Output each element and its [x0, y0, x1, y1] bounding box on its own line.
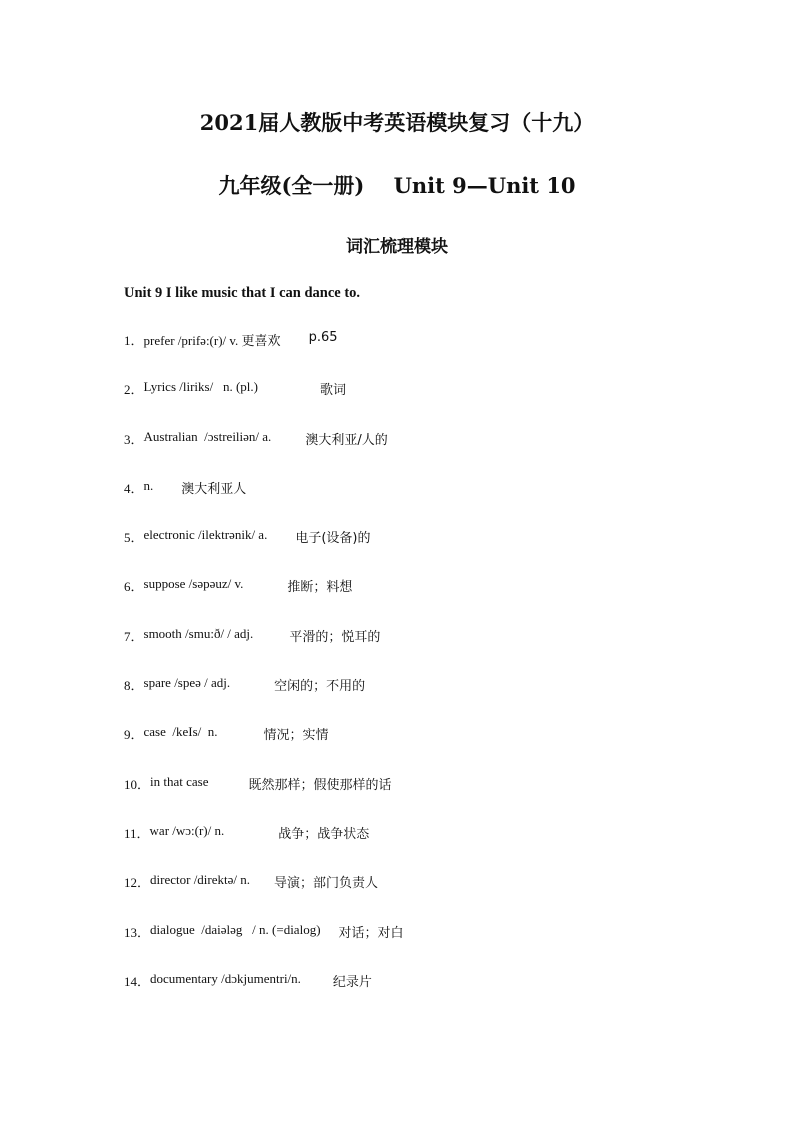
vocab-entry: smooth /smu:ð/ / adj. [143, 625, 254, 641]
vocab-item [124, 478, 684, 527]
vocab-definition: 战争；战争状态 [278, 826, 370, 842]
vocab-definition: 平滑的；悦耳的 [289, 629, 381, 645]
vocab-entry: Australian /ɔstreiliən/ a. [143, 428, 272, 444]
vocab-definition: 空闲的；不用的 [274, 679, 366, 695]
unit-heading: Unit 9 I like music that I can dance to. [124, 285, 361, 301]
vocab-entry: electronic /ilektrənik/ a. [143, 527, 268, 543]
vocab-number: 3． [124, 431, 144, 447]
vocab-item [124, 971, 684, 1020]
vocab-definition: 推断；料想 [287, 580, 353, 596]
vocab-item [124, 774, 684, 823]
vocab-definition: 情况；实情 [263, 728, 329, 744]
vocab-item [124, 527, 684, 576]
vocab-number: 4． [124, 480, 144, 496]
vocab-entry: n. [143, 477, 154, 493]
vocab-number: 9． [124, 727, 144, 743]
vocab-number: 2． [124, 382, 144, 398]
vocab-definition: 澳大利亚/人的 [305, 432, 388, 448]
vocab-number: 8． [124, 678, 144, 694]
vocab-definition: 既然那样；假使那样的话 [248, 777, 392, 793]
vocab-entry: dialogue /daiələg / n. (=dialog) [150, 921, 321, 937]
vocab-number: 10． [124, 776, 151, 792]
vocab-item [124, 675, 684, 724]
document-title: 2021届人教版中考英语模块复习（十九） [199, 110, 595, 135]
vocab-entry: suppose /səpəuz/ v. [143, 576, 244, 592]
vocab-entry: in that case [150, 773, 209, 789]
vocab-item [124, 724, 684, 773]
vocab-number: 6． [124, 579, 144, 595]
section-heading: 词汇梳理模块 [346, 237, 448, 257]
vocab-entry: case /keIs/ n. [143, 724, 218, 740]
vocab-number: 1． [124, 333, 144, 348]
vocab-number: 12． [124, 875, 151, 891]
vocab-item [124, 823, 684, 872]
vocab-entry: spare /speə / adj. [143, 675, 231, 691]
vocab-definition: 对话；对白 [338, 925, 404, 941]
vocab-item [124, 379, 684, 428]
vocab-definition: 歌词 [319, 383, 346, 399]
vocab-item [124, 626, 684, 675]
vocab-definition: 电子(设备)的 [295, 531, 371, 547]
vocab-definition: 导演；部门负责人 [274, 876, 379, 892]
vocab-number: 11． [124, 825, 150, 841]
vocab-entry: war /wɔ:(r)/ n. [149, 822, 225, 838]
vocab-definition: p.65 [308, 330, 338, 345]
vocab-entry: prefer /prifə:(r)/ v. 更喜欢 [143, 333, 281, 348]
vocab-item [124, 576, 684, 625]
vocab-number: 14． [124, 973, 151, 989]
vocab-definition: 澳大利亚人 [181, 481, 247, 497]
document-subtitle: 九年级(全一册) Unit 9—Unit 10 [218, 173, 576, 198]
vocab-entry: director /direktə/ n. [150, 872, 251, 888]
vocab-item [124, 429, 684, 478]
vocab-item [124, 922, 684, 971]
vocab-definition: 纪录片 [332, 974, 372, 990]
vocab-item [124, 330, 684, 379]
vocab-entry: Lyrics /liriks/ n. (pl.) [143, 379, 258, 395]
vocab-number: 7． [124, 628, 144, 644]
vocab-list [124, 330, 684, 1020]
vocab-entry: documentary /dɔkjumentri/n. [150, 970, 301, 986]
vocab-number: 5． [124, 530, 144, 546]
vocab-number: 13． [124, 924, 151, 940]
vocab-item [124, 872, 684, 921]
